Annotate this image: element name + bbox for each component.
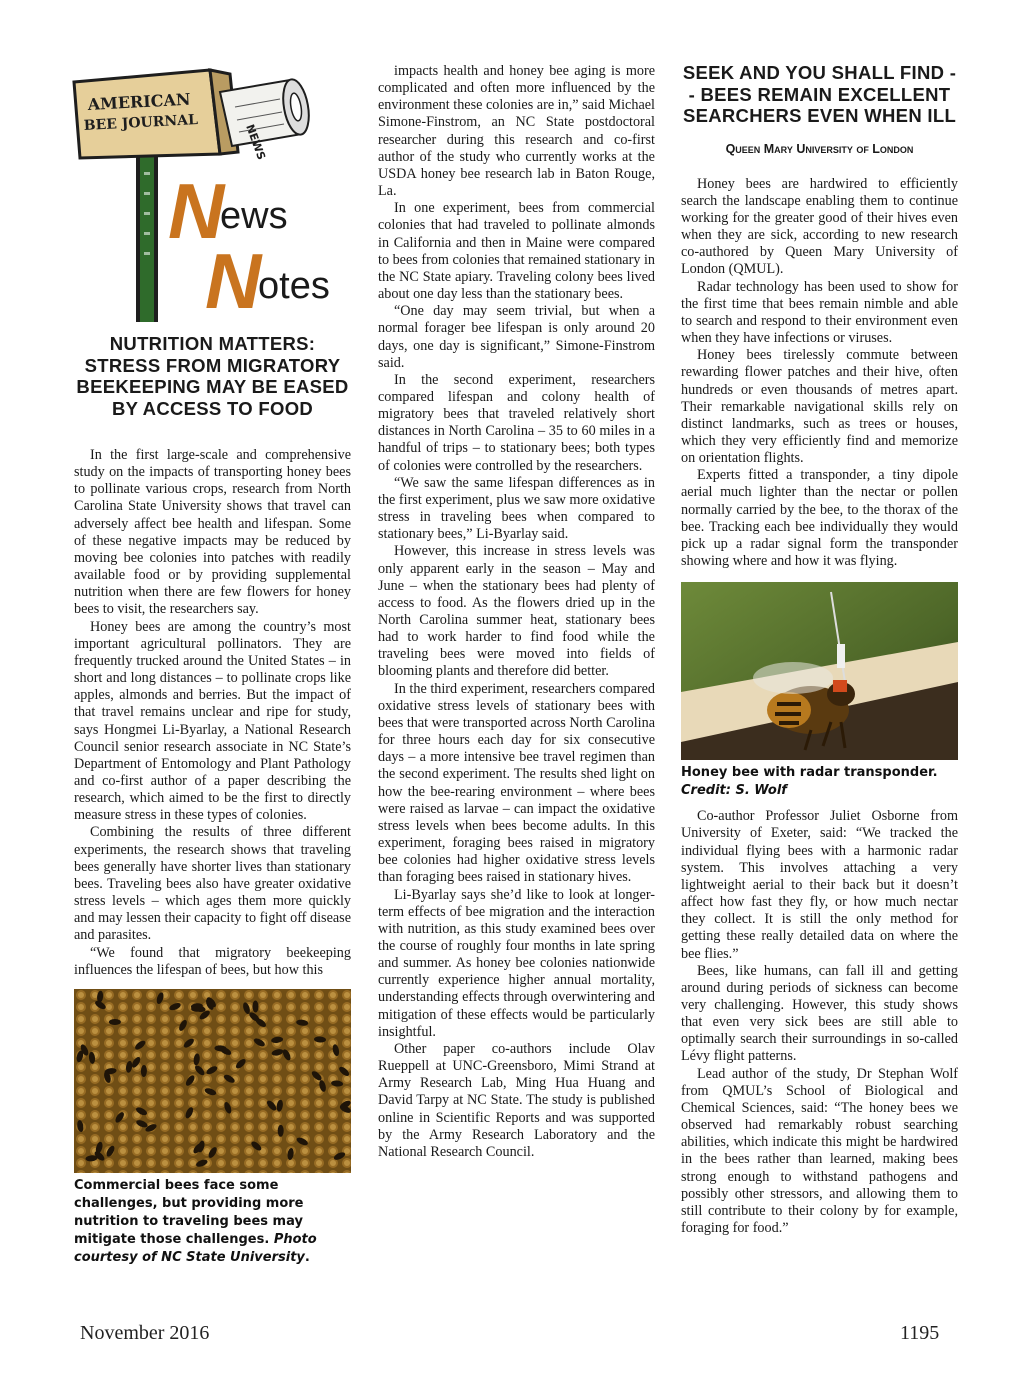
logo-big-n-2: N — [205, 237, 262, 322]
paragraph: Co-author Professor Juliet Osborne from University of Exeter, said: “We tracked the individual flying bees with a harmonic radar system. This involves attaching a very lightweight aerial to their back but it doesn’t affect how fast they fly, or how much nectar they collect. It is still the only method for getting these really detailed data on where the bee flies.” — [681, 808, 958, 962]
sign-line2: BEE JOURNAL — [83, 112, 199, 134]
paragraph: Bees, like humans, can fall ill and getting around during periods of sickness can become very challenging. However, this study shows that even very sick bees are still able to optimally search their surroundings in so-called Lévy flight patterns. — [681, 962, 958, 1065]
logo-word-1: ews — [220, 195, 288, 237]
commercial-bees-photo — [74, 989, 351, 1173]
paragraph: Li-Byarlay says she’d like to look at longer-term effects of bee migration and the interaction with nutrition, as this study examined bees over the course of roughly four months in late spring and summer. As honey bee colonies nationwide currently experience higher annual mortality, understanding effects through overwintering and mitigation of these effects would be particularly insightful. — [378, 886, 655, 1040]
paragraph: “One day may seem trivial, but when a normal forager bee lifespan is only around 20 days, one day is significant,” Simone-Finstrom said. — [378, 303, 655, 371]
paragraph: Other paper co-authors include Olav Rueppell at UNC-Greensboro, Mimi Strand at Army Research Lab, Ming Hua Huang and David Tarpy at NC State. The study is published online in Scientific Reports and was supported by the Army Research Laboratory and the National Research Council. — [378, 1040, 655, 1160]
bee-mark — [109, 1019, 121, 1025]
paragraph: In one experiment, bees from commercial colonies that had traveled to pollinate almonds in California and then in Maine were compared to bees from colonies that remained stationary in the NC State apiary. Traveling colony bees lived about one day less than the stationary bees. — [378, 200, 655, 303]
article1-headline: NUTRITION MATTERS: STRESS FROM MIGRATORY BEEKEEPING MAY BE EASED BY ACCESS TO FOOD — [76, 333, 349, 419]
footer-date: November 2016 — [80, 1322, 210, 1344]
article2-body-top — [681, 176, 958, 571]
paragraph: In the third experiment, researchers compared oxidative stress levels of stationary bees with bees that were transported across North Carolina for three hours each day for six consecutive days – a more intensive bee travel regimen than the second experiment. The results shed light on how the bee-rearing environment – where bees were raised as larvae – can impact the oxidative stress levels when bees become adults. In this experiment, foraging bees raised in migratory bee colonies had higher oxidative stress levels than foraging bees raised in stationary hives. — [378, 680, 655, 886]
radar-bee-photo — [681, 582, 958, 760]
article1-col1-body — [74, 447, 351, 979]
column-2 — [378, 63, 655, 1161]
paragraph: However, this increase in stress levels was only apparent early in the season – May and June – when the stationary bees had plenty of access to food. As the flowers dried up in the North Carolina summer heat, stationary bees had to work harder to find food while the traveling bees were moved into fields of blooming plants and therefore did better. — [378, 543, 655, 680]
paragraph: In the first large-scale and comprehensive study on the impacts of transporting honey bees to pollinate various crops, research from North Carolina State University shows that travel can adversely affect bee health and lifespan. Some of these negative impacts may be reduced by moving bee colonies into patches with readily available food or by providing supplemental nutrition when there are few flowers for honey bees to visit, the researchers say. — [74, 447, 351, 618]
paragraph: Radar technology has been used to show for the first time that bees remain nimble and able to search and respond to their environment even when they have infections or viruses. — [681, 278, 958, 347]
article1-photo-caption: Commercial bees face some challenges, but providing more nutrition to traveling bees may mitigate those challenges. Photo courtesy of NC State University. — [74, 1177, 317, 1265]
bee-mark — [278, 1125, 284, 1137]
paragraph: “We saw the same lifespan differences as in the first experiment, plus we saw more oxidative stress in traveling bees when compared to stationary bees,” Li-Byarlay said. — [378, 474, 655, 543]
logo-word-2: otes — [258, 265, 330, 307]
article1-col2-body — [378, 63, 655, 1161]
paragraph: In the second experiment, researchers compared lifespan and colony health of migratory bees that traveled relatively short distances in North Carolina – 35 to 60 miles in a handful of trips – to stationary bees; both types of colonies were controlled by the researchers. — [378, 371, 655, 474]
paragraph: Honey bees are hardwired to efficiently search the landscape enabling them to continue working for the greater good of their hives even when they are sick, according to new research co-authored by Queen Mary University of London (QMUL). — [681, 175, 958, 278]
article1-caption-text: Commercial bees face some challenges, but providing more nutrition to traveling bees may mitigate those challenges. — [74, 1177, 304, 1247]
sign-line1: AMERICAN — [87, 89, 191, 114]
article2-body-bottom — [681, 808, 958, 1237]
paragraph: Honey bees are among the country’s most important agricultural pollinators. They are frequently trucked around the United States – in short and long distances – to pollinate crops like apples, almonds and berries. But the impact of that travel remains unclear and ripe for study, says Hongmei Li-Byarlay, a National Research Council senior research associate in NC State’s Department of Entomology and Plant Pathology and co-first author of a paper describing the research, which aimed to be the first to directly measure stress in these types of colonies. — [74, 618, 351, 824]
paragraph: Combining the results of three different experiments, the research shows that traveling bees generally have shorter lives than stationary bees. Traveling bees also have greater oxidative stress levels – which ages them more quickly and may lessen their capacity to fight off disease and parasites. — [74, 824, 351, 944]
page-number: 1195 — [900, 1322, 940, 1344]
column-3 — [681, 60, 958, 1237]
article1-photo-credit: Photo courtesy of NC State University — [74, 1231, 317, 1265]
article2-photo-caption — [681, 764, 958, 800]
newspaper-label: NEWS — [243, 122, 268, 162]
paragraph: Honey bees tirelessly commute between rewarding flower patches and their hive, often hundreds or even thousands of metres apart. Their remarkable navigational skills rely on distinct landmarks, such as trees or houses, which they very efficiently find and memorize on orientation flights. — [681, 347, 958, 467]
article2-headline: SEEK AND YOU SHALL FIND -- BEES REMAIN EXCELLENT SEARCHERS EVEN WHEN ILL — [682, 62, 957, 126]
column-1 — [74, 60, 351, 1275]
article2-affiliation: Queen Mary University of London — [725, 141, 914, 156]
paragraph: Experts fitted a transponder, a tiny dipole aerial much lighter than the nectar or pollen normally carried by the bee, to the thorax of the bee. Tracking each bee individually they would pick up a radar signal form the transponder showing where and how it was flying. — [681, 467, 958, 570]
paragraph: Lead author of the study, Dr Stephan Wolf from QMUL’s School of Biological and Chemical Sciences, said: “The honey bees we observed had remarkably robust searching abilities, which indicate this might be hardwired in the bees rather than learned, making bees strong enough to withstand pathogens and possibly other stressors, and allowing them to still contribute to their colony by for example, foraging for food.” — [681, 1065, 958, 1236]
article2-photo-credit: Credit: S. Wolf — [681, 783, 787, 799]
paragraph: impacts health and honey bee aging is more complicated and often more influenced by the environment these colonies are in,” said Michael Simone-Finstrom, an NC State postdoctoral researcher during this research and co-first author of the study who currently works at the USDA honey bee research lab in Baton Rouge, La. — [378, 63, 655, 200]
article2-caption-text: Honey bee with radar transponder. — [681, 765, 938, 781]
logo-big-n-1: N — [168, 167, 225, 255]
paragraph: “We found that migratory beekeeping influences the lifespan of bees, but how this — [74, 944, 351, 978]
